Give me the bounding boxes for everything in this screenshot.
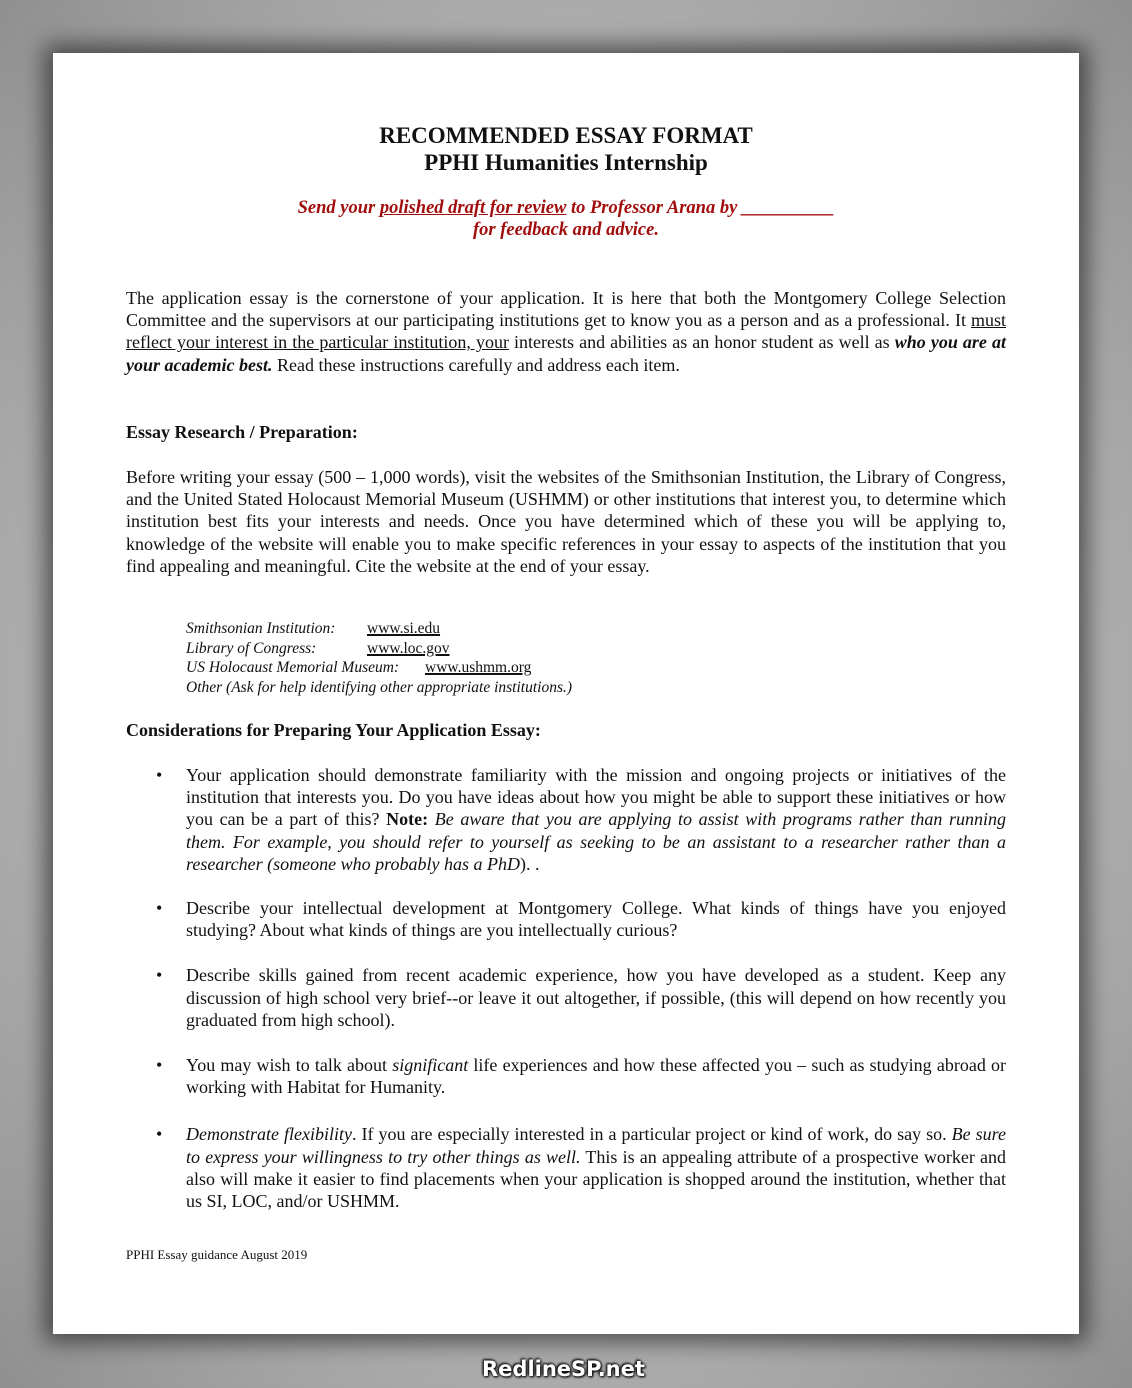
notice-pre: Send your	[297, 198, 380, 218]
b4-post: life experiences and how these affected you – such as studying abroad or working with Habitat for Humanity.	[186, 1055, 1006, 1098]
bullet-icon: •	[156, 1124, 163, 1145]
link-loc[interactable]: www.loc.gov	[367, 639, 450, 657]
b5-emph2: Be sure to express your willingness to try other things as well.	[186, 1124, 1006, 1167]
review-notice-line2: for feedback and advice.	[473, 220, 659, 240]
intro-s1: The application essay is the cornerstone of your application. It is here that both the Montgomery College Selection Committee and the supervisors at our participating institutions get to know you as a person and as a professional. It	[126, 288, 1006, 331]
b5-post: This is an appealing attribute of a prospective worker and also will make it easier to find placements when your application is shopped around the institution, whether that us SI, LOC, and/or USHMM.	[186, 1146, 1006, 1212]
link-label: Smithsonian Institution:	[186, 620, 336, 637]
review-notice	[53, 198, 1079, 219]
link-label: US Holocaust Memorial Museum:	[186, 659, 400, 676]
b3-text: Describe skills gained from recent academic experience, how you have developed as a student. Keep any discussion of high school very brief--or leave it out altogether, if possible, (this will depend on how recently you graduated from high school).	[186, 965, 1006, 1030]
notice-post: to Professor Arana by __________	[566, 198, 835, 218]
link-row-other: Other (Ask for help identifying other appropriate institutions.)	[186, 678, 573, 696]
considerations-list	[126, 764, 1006, 1212]
list-item	[126, 764, 1006, 875]
b5-emph1: Demonstrate flexibility	[186, 1124, 352, 1145]
b1-text: Your application should demonstrate familiarity with the mission and ongoing projects or initiatives of the institution that interests you. Do you have ideas about how you might be able to support these initiatives or how you can be a part of this?	[186, 765, 1006, 830]
intro-emphasis: who you are at your academic best.	[126, 332, 1007, 375]
intro-paragraph	[126, 287, 1006, 376]
page-footer: PPHI Essay guidance August 2019	[126, 1247, 308, 1262]
research-paragraph: Before writing your essay (500 – 1,000 words), visit the websites of the Smithsonian Institution, the Library of Congress, and the United Stated Holocaust Memorial Museum (USHMM) or other institutions that interest you, to determine which institution best fits your interests and needs. Once you have determined which of these you will be applying to, knowledge of the website will enable you to make specific references in your essay to aspects of the institution that you find appealing and meaningful. Cite the website at the end of your essay.	[126, 467, 1006, 576]
intro-s3: Read these instructions carefully and address each item.	[272, 354, 680, 375]
link-label: Library of Congress:	[186, 639, 317, 657]
institution-links	[186, 619, 572, 697]
link-row-loc	[186, 639, 572, 659]
notice-underlined: polished draft for review	[379, 198, 567, 218]
list-item	[126, 1054, 1006, 1098]
link-row-ushmm	[186, 658, 572, 678]
link-row-smithsonian	[186, 619, 572, 639]
bullet-icon: •	[156, 1055, 163, 1076]
document-title: RECOMMENDED ESSAY FORMAT	[379, 123, 753, 148]
b1-note-label: Note:	[386, 809, 429, 830]
bullet-icon: •	[156, 765, 163, 785]
b1-end: ). .	[519, 853, 540, 874]
section-heading-considerations: Considerations for Preparing Your Application Essay:	[126, 720, 541, 740]
list-item	[126, 897, 1006, 941]
b1-note-text: Be aware that you are applying to assist with programs rather than running them. For example, you should refer to yourself as seeking to be an assistant to a researcher rather than a researcher (someone who probably has a PhD	[186, 809, 1006, 874]
document-subtitle: PPHI Humanities Internship	[424, 150, 708, 175]
b2-text: Describe your intellectual development at Montgomery College. What kinds of things have you enjoyed studying? About what kinds of things are you intellectually curious?	[186, 898, 1006, 941]
list-item	[126, 964, 1006, 1031]
bullet-icon: •	[156, 965, 163, 986]
b5-mid: . If you are especially interested in a particular project or kind of work, do say so.	[351, 1124, 952, 1145]
list-item	[126, 1123, 1006, 1212]
link-smithsonian[interactable]: www.si.edu	[367, 620, 441, 637]
link-ushmm[interactable]: www.ushmm.org	[425, 659, 532, 676]
b4-pre: You may wish to talk about	[186, 1055, 393, 1076]
intro-underlined: must reflect your interest in the particular institution, your	[126, 310, 1006, 353]
watermark: RedlineSP.net	[482, 1357, 645, 1381]
b4-emph: significant	[392, 1055, 469, 1076]
section-heading-research: Essay Research / Preparation:	[126, 422, 358, 442]
intro-s2: interests and abilities as an honor student as well as	[508, 332, 895, 353]
bullet-icon: •	[156, 898, 163, 919]
document-page	[53, 53, 1079, 1334]
